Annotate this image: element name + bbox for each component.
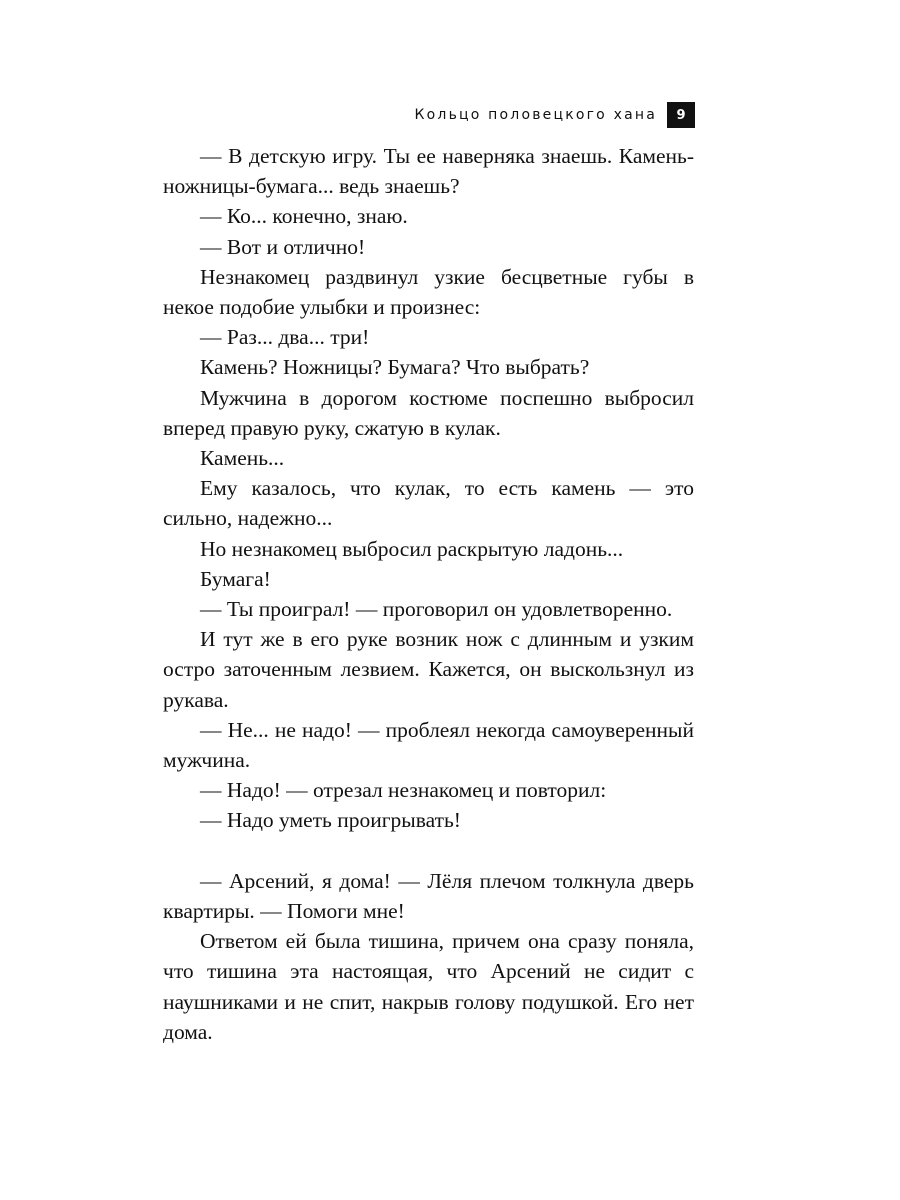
page-number: 9	[667, 102, 695, 128]
paragraph: — Не... не надо! — проблеял некогда самоуверенный мужчина.	[163, 717, 694, 773]
paragraph: Мужчина в дорогом костюме поспешно выбросил вперед правую руку, сжатую в кулак.	[163, 385, 694, 440]
paragraph: — В детскую игру. Ты ее наверняка знаешь. Камень-ножницы-бумага... ведь знаешь?	[163, 144, 694, 199]
section-break	[163, 836, 694, 866]
paragraph: — Надо! — отрезал незнакомец и повторил:	[200, 778, 607, 803]
paragraph: Незнакомец раздвинул узкие бесцветные губы в некое подобие улыбки и произнес:	[163, 264, 694, 320]
paragraph: Ответом ей была тишина, причем она сразу поняла, что тишина эта настоящая, что Арсений не сидит с наушниками и не спит, накрыв голову подушкой. Его нет дома.	[163, 929, 694, 1044]
paragraph: — Ко... конечно, знаю.	[200, 204, 408, 229]
paragraph: — Раз... два... три!	[200, 325, 370, 350]
paragraph: Ему казалось, что кулак, то есть камень — это сильно, надежно...	[163, 476, 694, 531]
paragraph: — Ты проиграл! — проговорил он удовлетворенно.	[200, 597, 673, 622]
paragraph: Но незнакомец выбросил раскрытую ладонь...	[200, 536, 624, 561]
book-title: Кольцо половецкого хана	[414, 107, 657, 123]
paragraph: — Вот и отлично!	[200, 234, 366, 259]
paragraph: Камень...	[200, 446, 285, 471]
paragraph: И тут же в его руке возник нож с длинным и узким остро заточенным лезвием. Кажется, он выскользнул из рукава.	[163, 627, 694, 712]
text-body	[163, 141, 694, 1047]
paragraph: — Арсений, я дома! — Лёля плечом толкнула дверь квартиры. — Помоги мне!	[163, 868, 694, 924]
paragraph: Бумага!	[200, 566, 271, 591]
paragraph: — Надо уметь проигрывать!	[200, 808, 461, 833]
running-header	[163, 102, 695, 128]
paragraph: Камень? Ножницы? Бумага? Что выбрать?	[200, 355, 590, 380]
